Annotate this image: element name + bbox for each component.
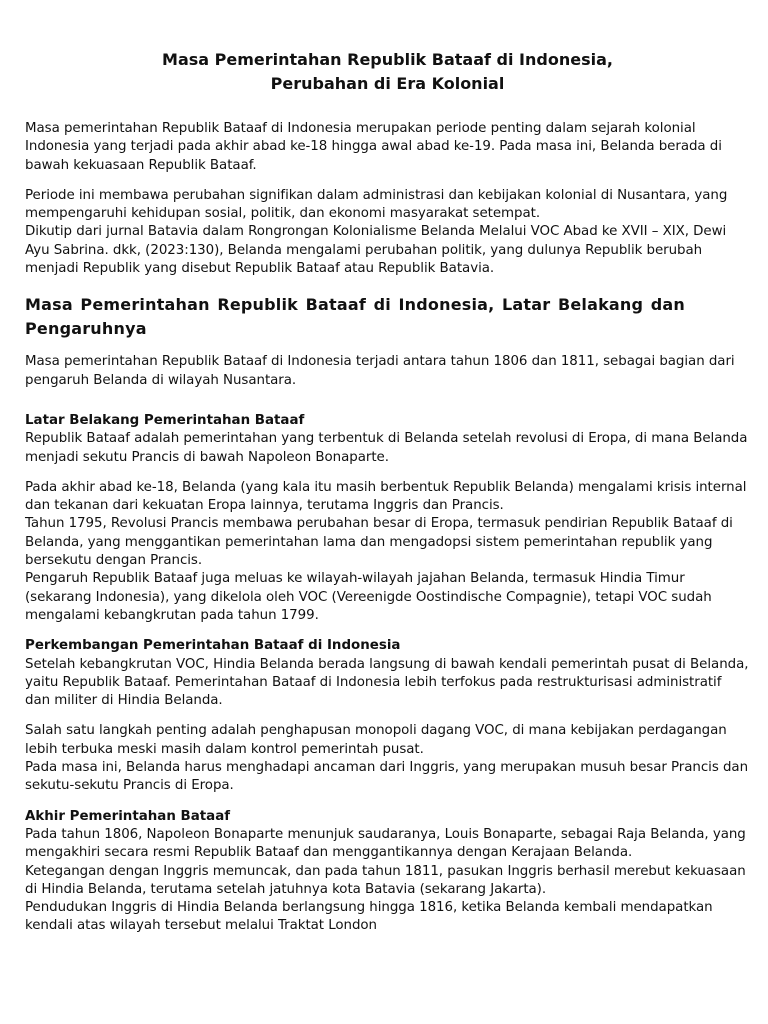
section-paragraph-1: Masa pemerintahan Republik Bataaf di Indonesia terjadi antara tahun 1806 dan 1811, sebagai bagian dari pengaruh Belanda di wilayah Nusantara. [25, 354, 735, 388]
perkembangan-paragraph-2: Salah satu langkah penting adalah penghapusan monopoli dagang VOC, di mana kebijakan perdagangan lebih terbuka meski masih dalam kontrol pemerintah pusat. [25, 723, 727, 757]
akhir-heading: Akhir Pemerintahan Bataaf [25, 808, 231, 824]
akhir-paragraph-1: Pada tahun 1806, Napoleon Bonaparte menunjuk saudaranya, Louis Bonaparte, sebagai Raja Belanda, yang mengakhiri secara resmi Republik Bataaf dan menggantikannya dengan Kerajaan Belanda. [25, 826, 746, 861]
intro-paragraph-2: Periode ini membawa perubahan signifikan dalam administrasi dan kebijakan kolonial di Nusantara, yang mempengaruhi kehidupan sosial, politik, dan ekonomi masyarakat setempat. [25, 187, 728, 222]
latar-paragraph-4: Pengaruh Republik Bataaf juga meluas ke wilayah-wilayah jajahan Belanda, termasuk Hindia Timur (sekarang Indonesia), yang dikelola oleh VOC (Vereenigde Oostindische Compagnie), tetapi VOC sudah mengalami kebangkrutan pada tahun 1799. [25, 571, 712, 623]
intro-paragraph-1: Masa pemerintahan Republik Bataaf di Indonesia merupakan periode penting dalam sejarah kolonial Indonesia yang terjadi pada akhir abad ke-18 hingga awal abad ke-19. Pada masa ini, Belanda berada di bawah kekuasaan Republik Bataaf. [25, 121, 722, 173]
title-line-2: Perubahan di Era Kolonial [270, 74, 505, 93]
section-heading: Masa Pemerintahan Republik Bataaf di Indonesia, Latar Belakang dan Pengaruhnya [25, 295, 685, 339]
akhir-paragraph-2: Ketegangan dengan Inggris memuncak, dan pada tahun 1811, pasukan Inggris berhasil merebut kekuasaan di Hindia Belanda, terutama setelah jatuhnya kota Batavia (sekarang Jakarta). [25, 863, 746, 897]
title-line-1: Masa Pemerintahan Republik Bataaf di Indonesia, [162, 50, 613, 69]
latar-heading: Latar Belakang Pemerintahan Bataaf [25, 412, 305, 428]
intro-paragraph-3: Dikutip dari jurnal Batavia dalam Rongrongan Kolonialisme Belanda Melalui VOC Abad ke XVII – XIX, Dewi Ayu Sabrina. dkk, (2023:130), Belanda mengalami perubahan politik, yang dulunya Republik berubah menjadi Republik yang disebut Republik Bataaf atau Republik Batavia. [25, 224, 727, 277]
akhir-paragraph-3: Pendudukan Inggris di Hindia Belanda berlangsung hingga 1816, ketika Belanda kembali mendapatkan kendali atas wilayah tersebut melalui Traktat London [25, 900, 713, 934]
latar-paragraph-2: Pada akhir abad ke-18, Belanda (yang kala itu masih berbentuk Republik Belanda) mengalami krisis internal dan tekanan dari kekuatan Eropa lainnya, terutama Inggris dan Prancis. [25, 479, 747, 514]
perkembangan-paragraph-1: Setelah kebangkrutan VOC, Hindia Belanda berada langsung di bawah kendali pemerintah pusat di Belanda, yaitu Republik Bataaf. Pemerintahan Bataaf di Indonesia lebih terfokus pada restrukturisasi administratif dan militer di Hindia Belanda. [25, 656, 749, 709]
intro-section [25, 120, 750, 278]
latar-paragraph-3: Tahun 1795, Revolusi Prancis membawa perubahan besar di Eropa, termasuk pendirian Republik Bataaf di Belanda, yang menggantikan pemerintahan lama dan mengadopsi sistem pemerintahan republik yang bersekutu dengan Prancis. [25, 516, 733, 569]
page-title [25, 48, 750, 96]
perkembangan-paragraph-3: Pada masa ini, Belanda harus menghadapi ancaman dari Inggris, yang merupakan musuh besar Prancis dan sekutu-sekutu Prancis di Eropa. [25, 760, 749, 794]
latar-paragraph-1: Republik Bataaf adalah pemerintahan yang terbentuk di Belanda setelah revolusi di Eropa, di mana Belanda menjadi sekutu Prancis di bawah Napoleon Bonaparte. [25, 431, 748, 465]
perkembangan-heading: Perkembangan Pemerintahan Bataaf di Indonesia [25, 638, 401, 654]
